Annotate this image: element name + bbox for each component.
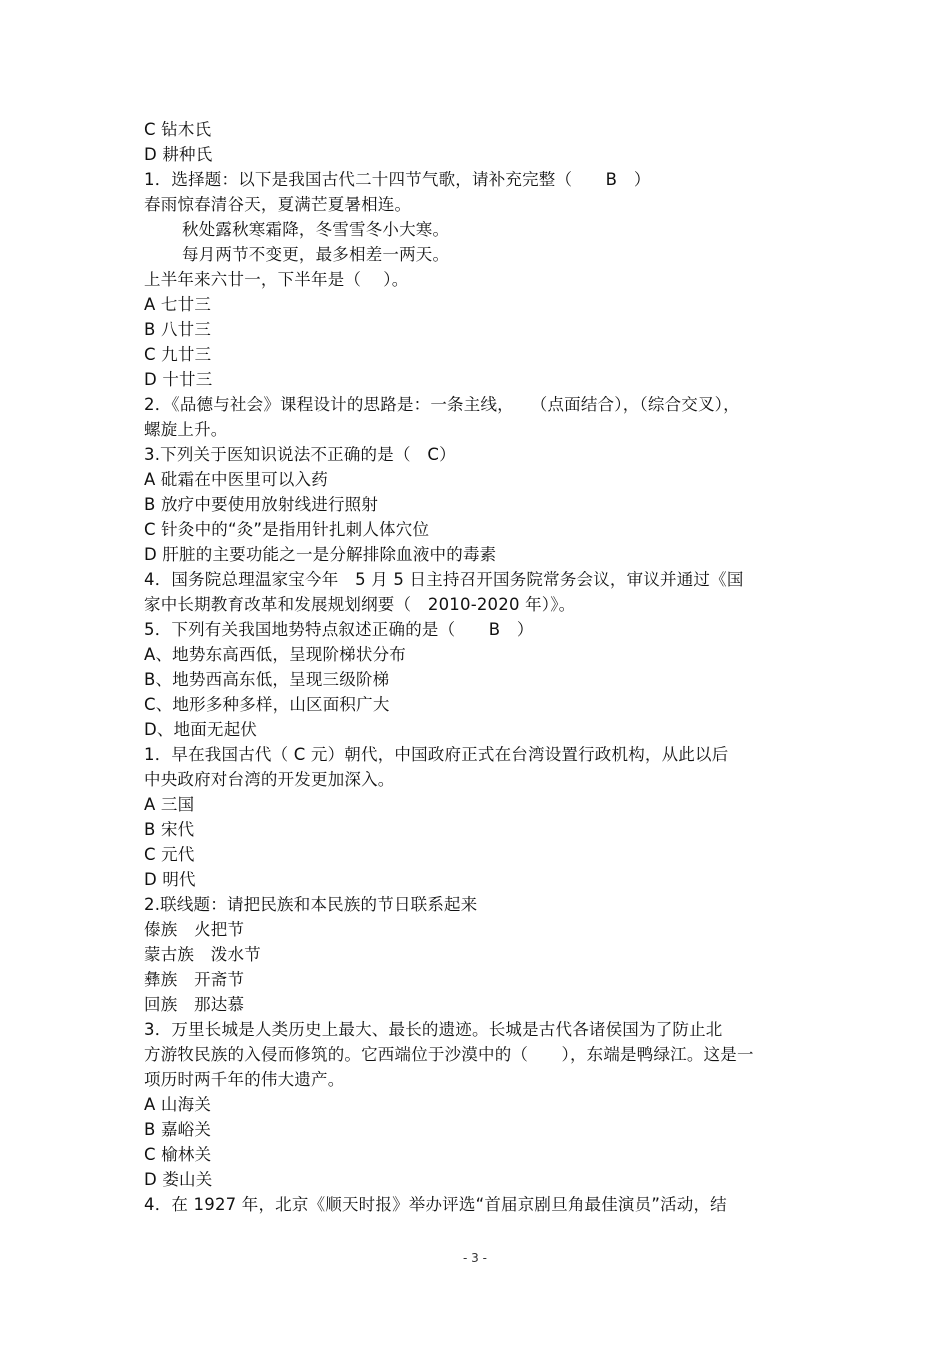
- text-line: C 钻木氏: [144, 120, 212, 139]
- text-line: 5．下列有关我国地势特点叙述正确的是（ B ）: [144, 620, 534, 639]
- text-line: A 七廿三: [144, 295, 212, 314]
- text-line: 2.联线题：请把民族和本民族的节日联系起来: [144, 895, 478, 914]
- text-line: A 砒霜在中医里可以入药: [144, 470, 328, 489]
- text-line: D 娄山关: [144, 1170, 213, 1189]
- text-line: C 榆林关: [144, 1145, 212, 1164]
- text-line: A 山海关: [144, 1095, 212, 1114]
- text-line: D 十廿三: [144, 370, 213, 389]
- text-line: B 宋代: [144, 820, 195, 839]
- text-line: 2．《品德与社会》课程设计的思路是：一条主线， （点面结合），（综合交叉），: [144, 395, 740, 414]
- text-line: B 八廿三: [144, 320, 212, 339]
- text-line: C 针灸中的“灸”是指用针扎刺人体穴位: [144, 520, 430, 539]
- text-line: B 放疗中要使用放射线进行照射: [144, 495, 379, 514]
- text-line: 4．国务院总理温家宝今年 5 月 5 日主持召开国务院常务会议，审议并通过《国: [144, 570, 744, 589]
- text-line: 1．选择题：以下是我国古代二十四节气歌，请补充完整（ B ）: [144, 170, 651, 189]
- text-line: 中央政府对台湾的开发更加深入。: [144, 770, 395, 789]
- text-line: D 明代: [144, 870, 196, 889]
- text-line: 上半年来六廿一，下半年是（ ）。: [144, 270, 409, 289]
- text-line: 傣族 火把节: [144, 920, 245, 939]
- text-line: 每月两节不变更，最多相差一两天。: [182, 245, 450, 264]
- text-line: 回族 那达慕: [144, 995, 245, 1014]
- text-line: 家中长期教育改革和发展规划纲要（ 2010-2020 年）》。: [144, 595, 576, 614]
- text-line: C 九廿三: [144, 345, 212, 364]
- text-line: 螺旋上升。: [144, 420, 228, 439]
- text-line: 4．在 1927 年，北京《顺天时报》举办评选“首届京剧旦角最佳演员”活动，结: [144, 1195, 727, 1214]
- text-line: 方游牧民族的入侵而修筑的。它西端位于沙漠中的（ ），东端是鸭绿江。这是一: [144, 1045, 754, 1064]
- text-line: B、地势西高东低，呈现三级阶梯: [144, 670, 390, 689]
- text-line: C 元代: [144, 845, 195, 864]
- text-line: B 嘉峪关: [144, 1120, 212, 1139]
- text-line: D 耕种氏: [144, 145, 213, 164]
- text-line: 项历时两千年的伟大遗产。: [144, 1070, 345, 1089]
- text-line: A 三国: [144, 795, 195, 814]
- text-line: A、地势东高西低，呈现阶梯状分布: [144, 645, 406, 664]
- page-number: - 3 -: [463, 1251, 487, 1265]
- text-line: C、地形多种多样，山区面积广大: [144, 695, 390, 714]
- text-line: 1．早在我国古代（ C 元）朝代，中国政府正式在台湾设置行政机构，从此以后: [144, 745, 729, 764]
- text-line: 彝族 开斋节: [144, 970, 245, 989]
- text-line: 秋处露秋寒霜降，冬雪雪冬小大寒。: [182, 220, 450, 239]
- text-line: 3.下列关于医知识说法不正确的是（ C）: [144, 445, 456, 464]
- text-line: 蒙古族 泼水节: [144, 945, 261, 964]
- text-line: D 肝脏的主要功能之一是分解排除血液中的毒素: [144, 545, 497, 564]
- text-line: 春雨惊春清谷天，夏满芒夏暑相连。: [144, 195, 412, 214]
- text-line: D、地面无起伏: [144, 720, 258, 739]
- text-line: 3．万里长城是人类历史上最大、最长的遗迹。长城是古代各诸侯国为了防止北: [144, 1020, 723, 1039]
